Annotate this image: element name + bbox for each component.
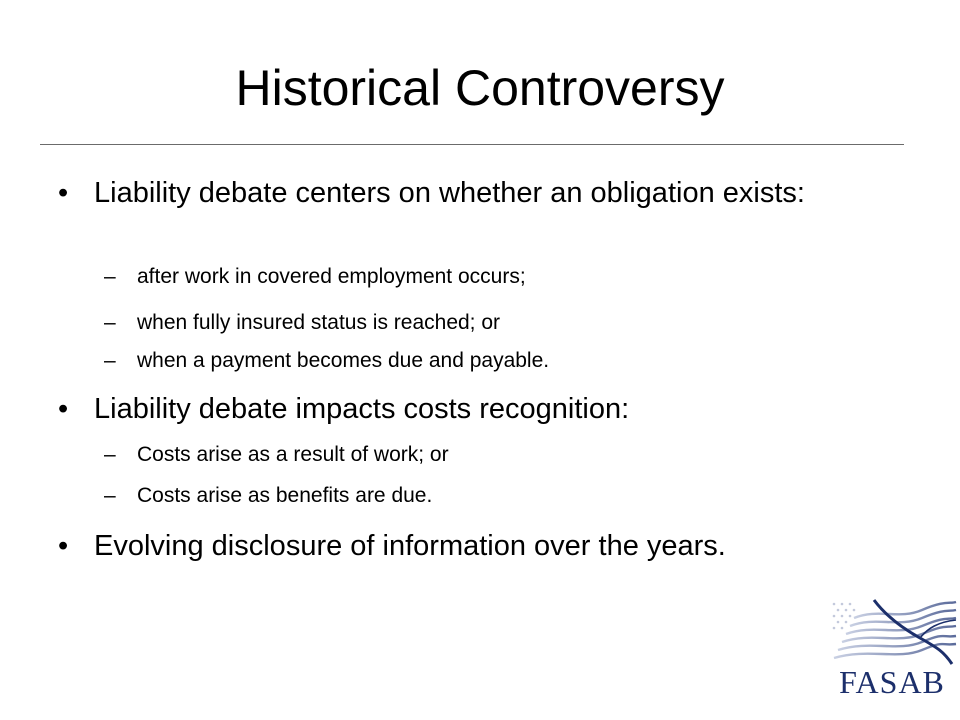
sub-bullet-item <box>104 441 864 469</box>
bullet-text: Evolving disclosure of information over the years. <box>94 530 726 562</box>
bullet-marker: • <box>58 177 69 209</box>
sub-bullet-text: Costs arise as a result of work; or <box>137 443 449 466</box>
sub-bullet-text: when a payment becomes due and payable. <box>137 349 550 372</box>
sub-bullet-marker: – <box>104 484 116 507</box>
bullet-text: Liability debate centers on whether an obligation exists: <box>94 177 805 209</box>
sub-bullet-item <box>104 482 864 510</box>
bullet-item <box>58 391 898 427</box>
sub-bullet-text: Costs arise as benefits are due. <box>137 484 433 507</box>
slide-title: Historical Controversy <box>235 60 725 116</box>
sub-bullet-item <box>104 309 864 337</box>
bullet-item <box>58 175 898 211</box>
fasab-logo <box>824 598 958 710</box>
flag-wave-icon <box>824 598 958 670</box>
sub-bullet-marker: – <box>104 349 116 372</box>
sub-bullet-text: when fully insured status is reached; or <box>137 311 501 334</box>
sub-bullet-marker: – <box>104 265 116 288</box>
sub-bullet-item <box>104 347 864 375</box>
sub-bullet-marker: – <box>104 311 116 334</box>
sub-bullet-item <box>104 263 864 291</box>
bullet-text: Liability debate impacts costs recognition: <box>94 393 630 425</box>
bullet-marker: • <box>58 530 69 562</box>
sub-bullet-text: after work in covered employment occurs; <box>137 265 526 288</box>
bullet-marker: • <box>58 393 69 425</box>
bullet-item <box>58 528 898 564</box>
logo-wordmark: FASAB <box>839 664 945 700</box>
sub-bullet-marker: – <box>104 443 116 466</box>
